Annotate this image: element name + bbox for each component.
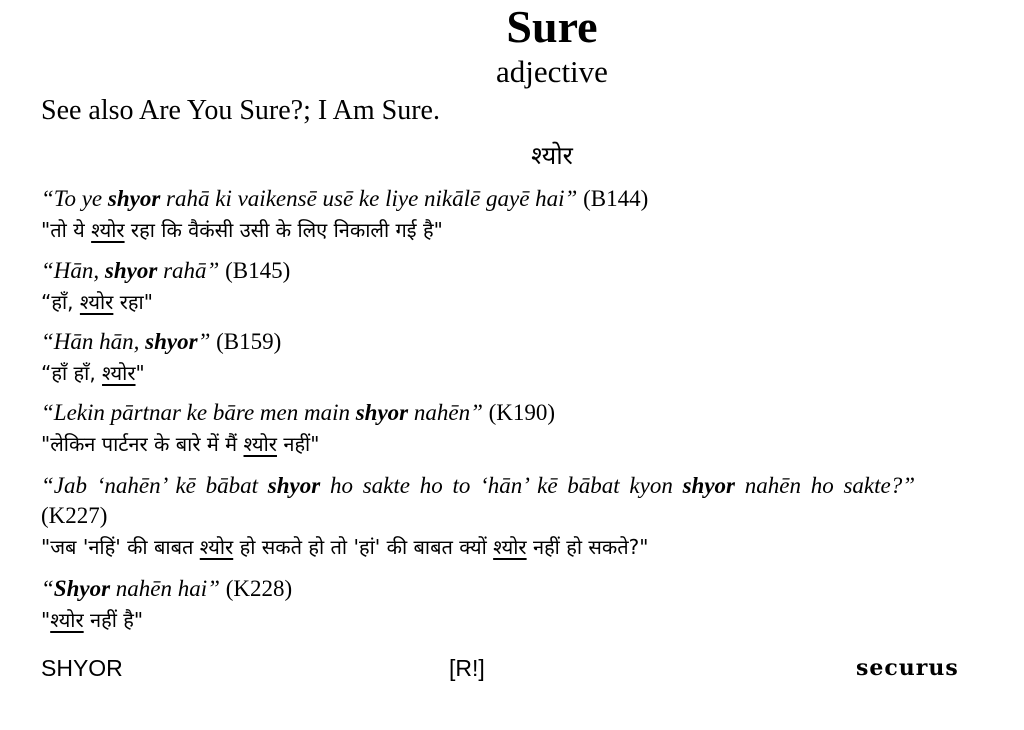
- example-text: nahēn ho sakte?”: [735, 473, 916, 498]
- example-text: rahā”: [157, 258, 220, 283]
- example-romanized: [41, 398, 1024, 428]
- example-1: [41, 184, 1024, 246]
- source-reference: (B145): [219, 258, 291, 283]
- highlighted-term: shyor: [267, 473, 321, 498]
- hindi-headword: श्योर: [531, 141, 573, 170]
- example-2: [41, 256, 1024, 318]
- example-5: [41, 471, 1024, 563]
- footer-rating: [R!]: [449, 655, 485, 681]
- example-text: नहीं हो सकते?": [526, 535, 649, 559]
- example-text: "तो ये: [41, 218, 92, 242]
- example-text: “To ye: [41, 186, 108, 211]
- footer-transliteration: SHYOR: [41, 655, 123, 681]
- example-4: [41, 398, 1024, 460]
- source-reference: (B144): [577, 186, 649, 211]
- highlighted-term: Shyor: [53, 576, 111, 601]
- source-reference: (B159): [210, 329, 282, 354]
- example-text: ": [135, 361, 145, 385]
- example-text: “: [41, 576, 54, 601]
- example-source: [41, 501, 1024, 531]
- example-text: “हाँ हाँ,: [41, 361, 103, 385]
- highlighted-term: shyor: [355, 400, 409, 425]
- example-text: “Jab ‘nahēn’ kē bābat: [41, 473, 268, 498]
- example-6: [41, 574, 1024, 636]
- example-text: “Lekin pārtnar ke bāre men main: [41, 400, 356, 425]
- highlighted-term: श्योर: [79, 290, 114, 314]
- example-text: हो सकते हो तो 'हां' की बाबत क्यों: [233, 535, 494, 559]
- example-text: नहीं": [276, 432, 320, 456]
- highlighted-term: श्योर: [91, 218, 125, 242]
- example-text: “Hān,: [41, 258, 105, 283]
- example-text: "जब 'नहिं' की बाबत: [41, 535, 200, 559]
- example-text: nahēn hai”: [110, 576, 220, 601]
- example-devanagari: [41, 604, 1024, 636]
- highlighted-term: shyor: [104, 258, 158, 283]
- example-devanagari: [41, 214, 1024, 246]
- source-reference: (K227): [41, 503, 108, 528]
- example-devanagari: [41, 286, 1024, 318]
- highlighted-term: श्योर: [102, 361, 136, 385]
- example-romanized: [41, 184, 1024, 214]
- highlighted-term: shyor: [145, 329, 198, 354]
- example-text: “Hān hān,: [41, 329, 146, 354]
- example-text: ho sakte ho to ‘hān’ kē bābat kyon: [320, 473, 683, 498]
- example-romanized: [41, 256, 1024, 286]
- example-text: nahēn”: [408, 400, 483, 425]
- highlighted-term: shyor: [107, 186, 161, 211]
- highlighted-term: श्योर: [199, 535, 234, 559]
- example-text: rahā ki vaikensē usē ke liye nikālē gayē hai”: [160, 186, 578, 211]
- highlighted-term: श्योर: [50, 608, 84, 632]
- example-text: नहीं है": [83, 608, 144, 632]
- example-text: ": [41, 608, 51, 632]
- example-text: ”: [197, 329, 211, 354]
- example-text: “हाँ,: [41, 290, 80, 314]
- footer-etymology: securus: [856, 655, 959, 681]
- part-of-speech: adjective: [496, 54, 608, 89]
- see-also-line: See also Are You Sure?; I Am Sure.: [41, 95, 440, 126]
- example-devanagari: [41, 531, 1024, 563]
- example-devanagari: [41, 428, 1024, 460]
- highlighted-term: श्योर: [493, 535, 527, 559]
- example-3: [41, 327, 1024, 389]
- source-reference: (K190): [482, 400, 556, 425]
- example-text: "लेकिन पार्टनर के बारे में मैं: [41, 432, 244, 456]
- example-text: रहा कि वैकंसी उसी के लिए निकाली गई है": [124, 218, 443, 242]
- headword: Sure: [506, 1, 598, 52]
- example-text: रहा": [113, 290, 153, 314]
- highlighted-term: श्योर: [243, 432, 277, 456]
- source-reference: (K228): [219, 576, 293, 601]
- example-romanized: [41, 327, 1024, 357]
- example-romanized: [41, 471, 1024, 501]
- example-romanized: [41, 574, 1024, 604]
- example-devanagari: [41, 357, 1024, 389]
- highlighted-term: shyor: [682, 473, 736, 498]
